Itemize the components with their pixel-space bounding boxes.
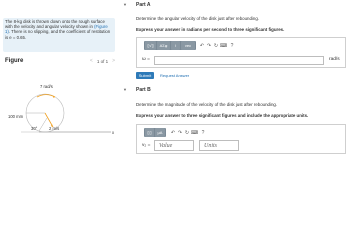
units-button[interactable]: μA xyxy=(155,128,165,137)
greek-symbols-button[interactable]: ΑΣφ xyxy=(157,41,170,50)
omega-unit: rad/s xyxy=(329,57,340,62)
keyboard-icon[interactable]: ⌨ xyxy=(190,129,199,136)
radius-label: 100 mm xyxy=(8,114,24,119)
v2-var-label: v₂ = xyxy=(142,143,151,148)
help-icon[interactable]: ? xyxy=(230,42,234,49)
redo-icon[interactable]: ↷ xyxy=(206,42,212,49)
part-a-collapse-icon[interactable]: ▼ xyxy=(123,2,127,7)
part-a-question: Determine the angular velocity of the disk just after rebounding. xyxy=(136,16,260,21)
left-panel xyxy=(0,0,120,154)
x-axis-label: x xyxy=(112,130,115,135)
part-a-answer-box xyxy=(136,37,346,68)
subscript-button[interactable]: ↕ xyxy=(171,41,180,50)
units-input[interactable]: Units xyxy=(199,140,239,151)
part-b-question: Determine the magnitude of the velocity of the disk just after rebounding. xyxy=(136,102,278,107)
redo-icon[interactable]: ↷ xyxy=(177,129,183,136)
submit-button[interactable]: Submit xyxy=(136,72,154,79)
omega-var-label: ω = xyxy=(142,57,150,62)
vector-button[interactable]: vec xyxy=(181,41,195,50)
problem-text-2: . There is no slipping, and the coefficient of restitution is e = 0.65. xyxy=(5,29,111,40)
keyboard-icon[interactable]: ⌨ xyxy=(219,42,228,49)
figure-header xyxy=(5,58,117,66)
request-answer-link[interactable]: Request Answer xyxy=(160,73,190,78)
refresh-icon[interactable]: ↻ xyxy=(184,129,190,136)
omega-label: 7 rad/s xyxy=(40,84,53,89)
part-a-instruction: Express your answer in radians per second to three significant figures. xyxy=(136,27,285,32)
part-b-collapse-icon[interactable]: ▼ xyxy=(123,87,127,92)
problem-text-1: The 8-kg disk is thrown down onto the rough surface with the velocity and angular velocity shown in xyxy=(5,19,105,30)
problem-statement xyxy=(3,18,115,52)
angle-label: 30° xyxy=(31,126,38,131)
part-b-answer-box xyxy=(136,124,346,154)
right-panel xyxy=(120,0,350,154)
prev-figure-icon[interactable]: < xyxy=(89,58,93,64)
template-button[interactable]: ▯√▯ xyxy=(145,41,156,50)
value-units-template-button[interactable]: ▯▯ xyxy=(145,128,154,137)
figure-link[interactable]: (Figure 1) xyxy=(5,24,108,35)
part-b-label[interactable]: Part B xyxy=(136,87,151,93)
figure-title: Figure xyxy=(5,58,24,64)
omega-answer-input[interactable] xyxy=(154,56,324,65)
part-b-instruction: Express your answer to three significant figures and include the appropriate units. xyxy=(136,113,309,118)
next-figure-icon[interactable]: > xyxy=(112,58,115,64)
help-icon[interactable]: ? xyxy=(201,129,205,136)
disk-figure xyxy=(3,70,119,152)
value-input[interactable]: Value xyxy=(154,140,194,151)
undo-icon[interactable]: ↶ xyxy=(170,129,176,136)
refresh-icon[interactable]: ↻ xyxy=(213,42,219,49)
part-a-label[interactable]: Part A xyxy=(136,2,151,8)
figure-counter: 1 of 1 xyxy=(96,58,109,64)
figure-nav xyxy=(90,58,115,64)
velocity-label: 2 m/s xyxy=(49,126,60,131)
undo-icon[interactable]: ↶ xyxy=(199,42,205,49)
